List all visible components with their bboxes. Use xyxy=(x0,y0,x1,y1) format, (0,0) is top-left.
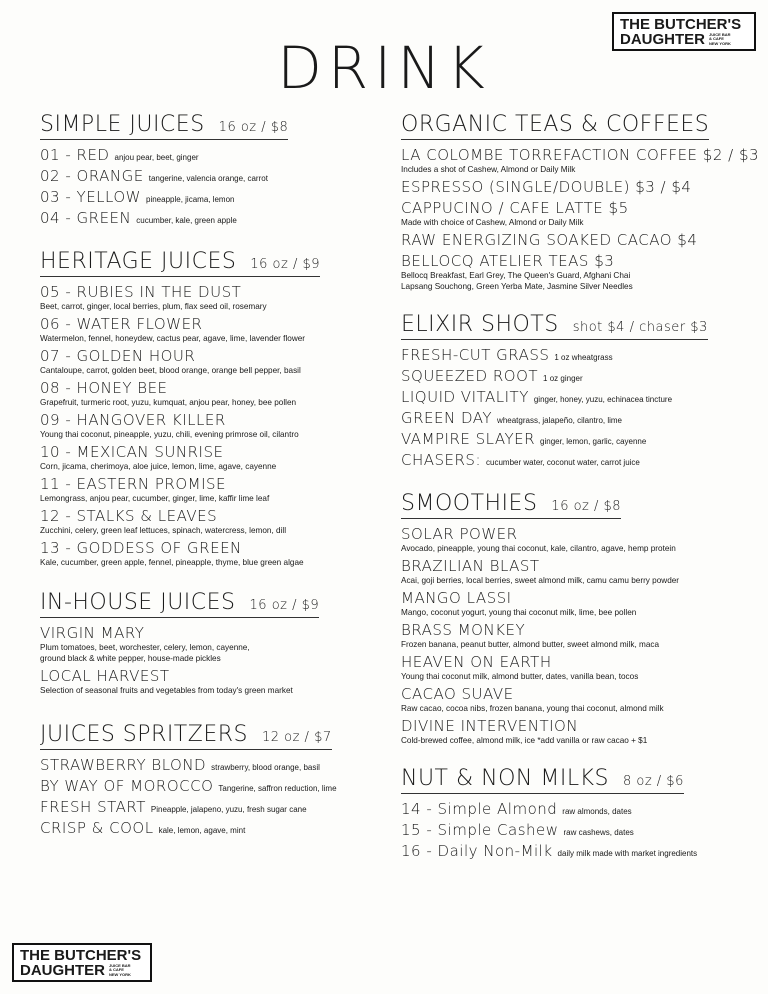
menu-section xyxy=(40,590,370,696)
page-title: DRINK xyxy=(277,34,491,102)
item-description: cucumber, kale, green apple xyxy=(136,216,237,225)
menu-item xyxy=(401,557,741,586)
section-header xyxy=(401,491,621,519)
menu-section xyxy=(40,722,370,837)
menu-item xyxy=(401,409,741,427)
item-line xyxy=(401,231,741,249)
item-line xyxy=(40,539,370,557)
item-name: HEAVEN ON EARTH xyxy=(401,653,552,671)
item-line xyxy=(40,283,370,301)
item-description: Cold-brewed coffee, almond milk, ice *add vanilla or raw cacao + $1 xyxy=(401,736,648,745)
item-description: Young thai coconut milk, almond butter, dates, vanilla bean, tocos xyxy=(401,672,639,681)
item-line xyxy=(40,756,370,774)
item-line xyxy=(401,821,741,839)
item-name: 13 - GODDESS OF GREEN xyxy=(40,539,242,557)
menu-item xyxy=(40,379,370,408)
item-name: BY WAY OF MOROCCO xyxy=(40,777,214,795)
item-description: ground black & white pepper, house-made pickles xyxy=(40,654,221,663)
item-description: Made with choice of Cashew, Almond or Daily Milk xyxy=(401,218,584,227)
section-price: 16 oz / $9 xyxy=(250,257,320,272)
item-line xyxy=(40,667,370,685)
item-line xyxy=(401,557,741,575)
menu-item xyxy=(401,717,741,746)
brand-line1: THE BUTCHER'S xyxy=(20,947,142,964)
item-line xyxy=(40,146,370,164)
item-description: Lemongrass, anjou pear, cucumber, ginger, lime, kaffir lime leaf xyxy=(40,494,270,503)
menu-section xyxy=(401,766,741,860)
menu-item xyxy=(401,346,741,364)
item-name: ESPRESSO (SINGLE/DOUBLE) $3 / $4 xyxy=(401,178,692,196)
item-name: 11 - EASTERN PROMISE xyxy=(40,475,226,493)
menu-section xyxy=(401,112,760,292)
menu-item xyxy=(401,800,741,818)
section-title: ORGANIC TEAS & COFFEES xyxy=(401,112,710,137)
item-name: 07 - GOLDEN HOUR xyxy=(40,347,196,365)
item-line xyxy=(40,411,370,429)
item-description: Plum tomatoes, beet, worchester, celery, lemon, cayenne, xyxy=(40,643,250,652)
item-line xyxy=(401,589,741,607)
menu-item xyxy=(401,367,741,385)
menu-item xyxy=(40,146,370,164)
item-name: STRAWBERRY BLOND xyxy=(40,756,207,774)
item-description: 1 oz wheatgrass xyxy=(554,353,613,362)
item-line xyxy=(401,451,741,469)
item-name: CAPPUCINO / CAFE LATTE $5 xyxy=(401,199,629,217)
brand-line2: DAUGHTER xyxy=(620,31,705,48)
menu-section xyxy=(40,249,370,568)
item-description: anjou pear, beet, ginger xyxy=(114,153,199,162)
menu-item xyxy=(401,821,741,839)
item-description: Kale, cucumber, green apple, fennel, pineapple, thyme, blue green algae xyxy=(40,558,304,567)
section-price: 16 oz / $9 xyxy=(249,598,320,613)
item-name: 14 - Simple Almond xyxy=(401,800,558,818)
right-column xyxy=(401,112,760,863)
item-line xyxy=(40,188,370,206)
item-description: tangerine, valencia orange, carrot xyxy=(148,174,268,183)
item-line xyxy=(401,388,741,406)
menu-section xyxy=(40,112,370,227)
menu-item xyxy=(401,430,741,448)
item-name: 09 - HANGOVER KILLER xyxy=(40,411,226,429)
item-description: wheatgrass, jalapeño, cilantro, lime xyxy=(497,416,622,425)
menu-item xyxy=(40,819,370,837)
menu-item xyxy=(401,231,741,249)
item-line xyxy=(40,819,370,837)
menu-item xyxy=(40,411,370,440)
item-description: Tangerine, saffron reduction, lime xyxy=(218,784,337,793)
item-name: BELLOCQ ATELIER TEAS $3 xyxy=(401,252,615,270)
menu-item xyxy=(40,188,370,206)
item-name: SQUEEZED ROOT xyxy=(401,367,539,385)
section-price: 12 oz / $7 xyxy=(261,730,332,745)
item-description: pineapple, jicama, lemon xyxy=(146,195,235,204)
section-title: HERITAGE JUICES xyxy=(40,249,237,274)
item-name: 12 - STALKS & LEAVES xyxy=(40,507,218,525)
item-line xyxy=(401,525,741,543)
brand-line1: THE BUTCHER'S xyxy=(620,16,742,33)
item-name: 03 - YELLOW xyxy=(40,188,141,206)
section-price: shot $4 / chaser $3 xyxy=(572,320,708,335)
section-title: SMOOTHIES xyxy=(401,491,538,516)
item-line xyxy=(40,315,370,333)
menu-item xyxy=(40,777,370,795)
item-name: DIVINE INTERVENTION xyxy=(401,717,579,735)
item-name: 16 - Daily Non-Milk xyxy=(401,842,553,860)
menu-item xyxy=(40,283,370,312)
item-description: Lapsang Souchong, Green Yerba Mate, Jasmine Silver Needles xyxy=(401,282,633,291)
section-price: 16 oz / $8 xyxy=(551,499,622,514)
item-description: 1 oz ginger xyxy=(543,374,583,383)
menu-item xyxy=(40,347,370,376)
item-description: raw almonds, dates xyxy=(562,807,632,816)
item-line xyxy=(401,346,741,364)
item-line xyxy=(40,167,370,185)
menu-item xyxy=(401,451,741,469)
item-description: Cantaloupe, carrot, golden beet, blood orange, orange bell pepper, basil xyxy=(40,366,301,375)
item-description: Mango, coconut yogurt, young thai coconut milk, lime, bee pollen xyxy=(401,608,637,617)
item-name: RAW ENERGIZING SOAKED CACAO $4 xyxy=(401,231,698,249)
brand-tagline: JUICE BAR & CAFE NEW YORK xyxy=(109,962,131,977)
item-description: kale, lemon, agave, mint xyxy=(158,826,246,835)
item-description: cucumber water, coconut water, carrot juice xyxy=(486,458,640,467)
item-line xyxy=(401,717,741,735)
menu-item xyxy=(401,842,741,860)
section-header xyxy=(40,722,332,750)
menu-item xyxy=(40,443,370,472)
brand-tagline: JUICE BAR & CAFE NEW YORK xyxy=(709,31,731,46)
item-description: Frozen banana, peanut butter, almond butter, sweet almond milk, maca xyxy=(401,640,660,649)
section-header xyxy=(401,312,708,340)
item-line xyxy=(401,800,741,818)
item-description: raw cashews, dates xyxy=(563,828,634,837)
item-line xyxy=(401,430,741,448)
menu-section xyxy=(401,491,741,746)
item-description: Corn, jicama, cherimoya, aloe juice, lemon, lime, agave, cayenne xyxy=(40,462,277,471)
item-name: FRESH-CUT GRASS xyxy=(401,346,550,364)
item-line xyxy=(40,347,370,365)
menu-item xyxy=(401,252,741,292)
item-name: VIRGIN MARY xyxy=(40,624,145,642)
item-line xyxy=(401,685,741,703)
menu-item xyxy=(401,388,741,406)
item-name: LIQUID VITALITY xyxy=(401,388,529,406)
section-price: 16 oz / $8 xyxy=(218,120,289,135)
section-price: 8 oz / $6 xyxy=(622,774,684,789)
item-line xyxy=(40,379,370,397)
item-name: GREEN DAY xyxy=(401,409,493,427)
item-description: daily milk made with market ingredients xyxy=(557,849,698,858)
menu-item xyxy=(401,589,741,618)
item-name: 10 - MEXICAN SUNRISE xyxy=(40,443,224,461)
item-description: Raw cacao, cocoa nibs, frozen banana, young thai coconut, almond milk xyxy=(401,704,664,713)
item-description: Selection of seasonal fruits and vegetables from today's green market xyxy=(40,686,293,695)
item-name: 02 - ORANGE xyxy=(40,167,144,185)
menu-section xyxy=(401,312,741,469)
item-line xyxy=(401,367,741,385)
menu-item xyxy=(40,475,370,504)
menu-item xyxy=(40,167,370,185)
left-column xyxy=(40,112,370,840)
item-name: 08 - HONEY BEE xyxy=(40,379,168,397)
menu-item xyxy=(40,624,370,664)
item-line xyxy=(401,409,741,427)
item-name: BRAZILIAN BLAST xyxy=(401,557,540,575)
brand-line2: DAUGHTER xyxy=(20,962,105,979)
item-name: MANGO LASSI xyxy=(401,589,512,607)
item-description: Grapefruit, turmeric root, yuzu, kumquat, anjou pear, honey, bee pollen xyxy=(40,398,297,407)
item-name: SOLAR POWER xyxy=(401,525,518,543)
menu-item xyxy=(40,667,370,696)
item-line xyxy=(40,777,370,795)
item-line xyxy=(401,842,741,860)
item-description: Beet, carrot, ginger, local berries, plum, flax seed oil, rosemary xyxy=(40,302,267,311)
item-line xyxy=(40,209,370,227)
item-name: CACAO SUAVE xyxy=(401,685,514,703)
menu-item xyxy=(40,209,370,227)
item-name: FRESH START xyxy=(40,798,146,816)
item-description: ginger, lemon, garlic, cayenne xyxy=(540,437,647,446)
section-header xyxy=(40,249,320,277)
item-line xyxy=(40,624,370,642)
section-header xyxy=(401,112,709,140)
item-name: LOCAL HARVEST xyxy=(40,667,170,685)
item-description: Avocado, pineapple, young thai coconut, kale, cilantro, agave, hemp protein xyxy=(401,544,676,553)
section-title: JUICES SPRITZERS xyxy=(40,722,248,747)
item-description: Includes a shot of Cashew, Almond or Daily Milk xyxy=(401,165,576,174)
item-name: 05 - RUBIES IN THE DUST xyxy=(40,283,242,301)
menu-item xyxy=(401,525,741,554)
item-name: BRASS MONKEY xyxy=(401,621,526,639)
item-line xyxy=(40,798,370,816)
section-title: NUT & NON MILKS xyxy=(401,766,609,791)
item-description: strawberry, blood orange, basil xyxy=(211,763,320,772)
item-name: 06 - WATER FLOWER xyxy=(40,315,203,333)
menu-item xyxy=(40,539,370,568)
item-line xyxy=(401,178,741,196)
menu-item xyxy=(40,507,370,536)
item-description: ginger, honey, yuzu, echinacea tincture xyxy=(533,395,673,404)
item-name: 04 - GREEN xyxy=(40,209,132,227)
item-name: 15 - Simple Cashew xyxy=(401,821,559,839)
item-name: CRISP & COOL xyxy=(40,819,154,837)
menu-item xyxy=(401,621,741,650)
menu-item xyxy=(40,315,370,344)
item-line xyxy=(401,252,741,270)
item-name: 01 - RED xyxy=(40,146,110,164)
item-name: VAMPIRE SLAYER xyxy=(401,430,536,448)
section-title: SIMPLE JUICES xyxy=(40,112,205,137)
section-header xyxy=(40,590,319,618)
item-line xyxy=(40,443,370,461)
section-title: ELIXIR SHOTS xyxy=(401,312,559,337)
menu-item xyxy=(401,146,760,175)
menu-item xyxy=(401,199,741,228)
item-description: Bellocq Breakfast, Earl Grey, The Queen's Guard, Afghani Chai xyxy=(401,271,631,280)
section-header xyxy=(40,112,288,140)
item-line xyxy=(401,146,760,164)
item-name: CHASERS: xyxy=(401,451,482,469)
menu-item xyxy=(401,178,741,196)
item-line xyxy=(401,199,741,217)
item-description: Acai, goji berries, local berries, sweet almond milk, camu camu berry powder xyxy=(401,576,680,585)
menu-item xyxy=(40,756,370,774)
section-header xyxy=(401,766,684,794)
item-line xyxy=(40,507,370,525)
item-description: Zucchini, celery, green leaf lettuces, spinach, watercress, lemon, dill xyxy=(40,526,287,535)
item-description: Young thai coconut, pineapple, yuzu, chili, evening primrose oil, cilantro xyxy=(40,430,299,439)
item-description: Watermelon, fennel, honeydew, cactus pear, agave, lime, lavender flower xyxy=(40,334,306,343)
item-line xyxy=(401,653,741,671)
item-description: Pineapple, jalapeno, yuzu, fresh sugar cane xyxy=(150,805,307,814)
menu-item xyxy=(401,685,741,714)
menu-item xyxy=(40,798,370,816)
item-line xyxy=(401,621,741,639)
item-name: LA COLOMBE TORREFACTION COFFEE $2 / $3 xyxy=(401,146,760,164)
item-line xyxy=(40,475,370,493)
menu-item xyxy=(401,653,741,682)
brand-logo-bottom xyxy=(12,943,152,982)
section-title: IN-HOUSE JUICES xyxy=(40,590,236,615)
